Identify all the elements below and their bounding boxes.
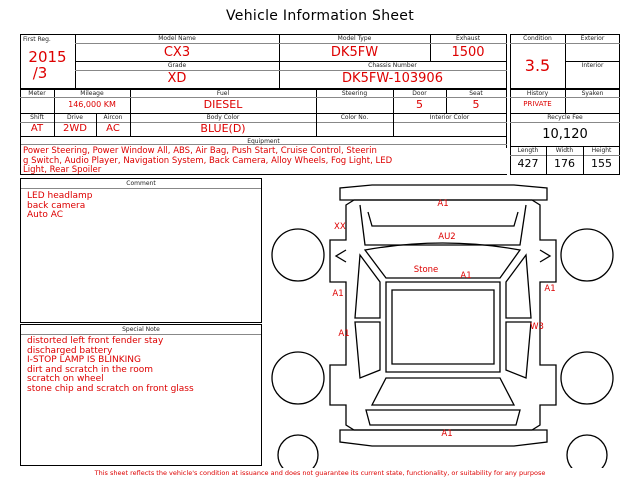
mark-hood: AU2 <box>438 232 456 242</box>
seat-value: 5 <box>472 98 480 111</box>
height-label: Height <box>591 147 612 154</box>
length-value: 427 <box>517 157 539 170</box>
special-note-label: Special Note <box>21 325 261 335</box>
footer-disclaimer: This sheet reflects the vehicle's condition at issuance and does not guarantee its current state, functionality, or suitability for any purpose <box>94 469 546 477</box>
car-outline <box>272 185 613 468</box>
hood-inner <box>368 212 518 226</box>
grade-label: Grade <box>167 62 187 69</box>
special-note-line: distorted left front fender stay <box>27 336 164 346</box>
right-rear-wheel <box>561 352 613 404</box>
mark-right-front-door: A1 <box>544 284 556 294</box>
right-rear-door-outline <box>506 322 531 378</box>
windshield-outline <box>365 243 520 278</box>
shift-value: AT <box>30 123 44 134</box>
comment-label: Comment <box>21 179 261 189</box>
mileage-value: 146,000 KM <box>68 100 116 109</box>
height-value: 155 <box>591 157 612 170</box>
model-name-label: Model Name <box>158 35 196 42</box>
drive-label: Drive <box>67 114 83 121</box>
spare-wheel-left <box>278 435 318 468</box>
comment-line: back camera <box>27 200 86 211</box>
mark-front-left: XX <box>334 222 346 232</box>
equipment-line: g Switch, Audio Player, Navigation System, Back Camera, Alloy Wheels, Fog Light, LED <box>23 155 393 166</box>
meter-label: Meter <box>28 90 46 97</box>
history-label: History <box>526 90 549 97</box>
syaken-label: Syaken <box>581 90 604 97</box>
mark-rear-bumper: A1 <box>441 429 453 439</box>
comment-lines <box>21 189 261 221</box>
special-note-line: discharged battery <box>27 345 113 356</box>
mileage-label: Mileage <box>80 90 104 97</box>
body-color-label: Body Color <box>206 114 240 121</box>
model-type-value: DK5FW <box>330 45 379 60</box>
special-note-lines <box>21 335 261 394</box>
special-note-box <box>20 324 262 466</box>
special-note-line: scratch on wheel <box>27 374 104 384</box>
first-reg-label: First Reg. <box>23 36 51 43</box>
equipment-line: Power Steering, Power Window All, ABS, Air Bag, Push Start, Cruise Control, Steerin <box>23 146 377 156</box>
chassis-value: DK5FW-103906 <box>342 71 443 86</box>
page-title: Vehicle Information Sheet <box>226 8 414 24</box>
model-name-value: CX3 <box>163 45 191 60</box>
width-value: 176 <box>554 157 575 170</box>
recycle-fee-value: 10,120 <box>542 127 588 142</box>
history-value: PRIVATE <box>523 100 552 108</box>
equipment-line: Light, Rear Spoiler <box>23 165 102 175</box>
comment-line: Auto AC <box>27 210 64 220</box>
mark-right-rear-door: W3 <box>530 322 544 332</box>
mark-front-top: A1 <box>437 199 449 209</box>
door-value: 5 <box>416 98 423 111</box>
mark-left-front-door: A1 <box>332 289 344 299</box>
mark-front-right: A1 <box>460 271 472 281</box>
left-mirror <box>336 250 346 262</box>
fuel-label: Fuel <box>216 90 230 97</box>
chassis-label: Chassis Number <box>368 62 417 69</box>
car-damage-diagram <box>266 176 620 468</box>
roof-inner <box>392 290 494 364</box>
right-front-wheel <box>561 229 613 281</box>
aircon-label: Aircon <box>103 114 123 121</box>
equipment-label: Equipment <box>247 138 280 145</box>
left-front-wheel <box>272 229 324 281</box>
front-bumper <box>340 185 547 200</box>
body-color-value: BLUE(D) <box>200 122 246 135</box>
steering-label: Steering <box>341 90 368 97</box>
exterior-label: Exterior <box>580 35 605 42</box>
fuel-value: DIESEL <box>203 98 243 111</box>
left-rear-wheel <box>272 352 324 404</box>
interior-label: Interior <box>581 62 604 69</box>
special-note-line: dirt and scratch in the room <box>27 364 153 375</box>
comment-line: LED headlamp <box>27 191 93 201</box>
condition-label: Condition <box>523 35 552 42</box>
rear-glass <box>372 378 514 405</box>
door-label: Door <box>412 90 427 97</box>
color-no-label: Color No. <box>340 114 369 121</box>
equipment-text <box>23 147 507 176</box>
seat-label: Seat <box>469 90 483 97</box>
grade-value: XD <box>167 71 187 86</box>
aircon-value: AC <box>106 123 120 134</box>
left-rear-door-outline <box>355 322 380 378</box>
roof-outline <box>386 282 500 372</box>
first-reg-month: /3 <box>32 64 48 82</box>
recycle-fee-label: Recycle Fee <box>547 114 583 121</box>
width-label: Width <box>555 147 574 154</box>
right-mirror <box>540 250 550 262</box>
first-reg-year: 2015 <box>28 48 67 66</box>
trunk-outline <box>366 410 520 425</box>
mark-left-rear-door: A1 <box>338 329 350 339</box>
interior-color-label: Interior Color <box>429 114 470 121</box>
spare-wheel-right <box>567 435 607 468</box>
comment-box <box>20 178 262 323</box>
special-note-line: I-STOP LAMP IS BLINKING <box>27 355 141 365</box>
mark-windshield: Stone <box>413 265 439 275</box>
exhaust-label: Exhaust <box>455 35 481 42</box>
exhaust-value: 1500 <box>451 45 485 60</box>
model-type-label: Model Type <box>337 35 372 42</box>
drive-value: 2WD <box>63 123 87 134</box>
special-note-line: stone chip and scratch on front glass <box>27 383 194 394</box>
condition-value: 3.5 <box>524 56 551 75</box>
length-label: Length <box>517 147 539 154</box>
shift-label: Shift <box>30 114 44 121</box>
